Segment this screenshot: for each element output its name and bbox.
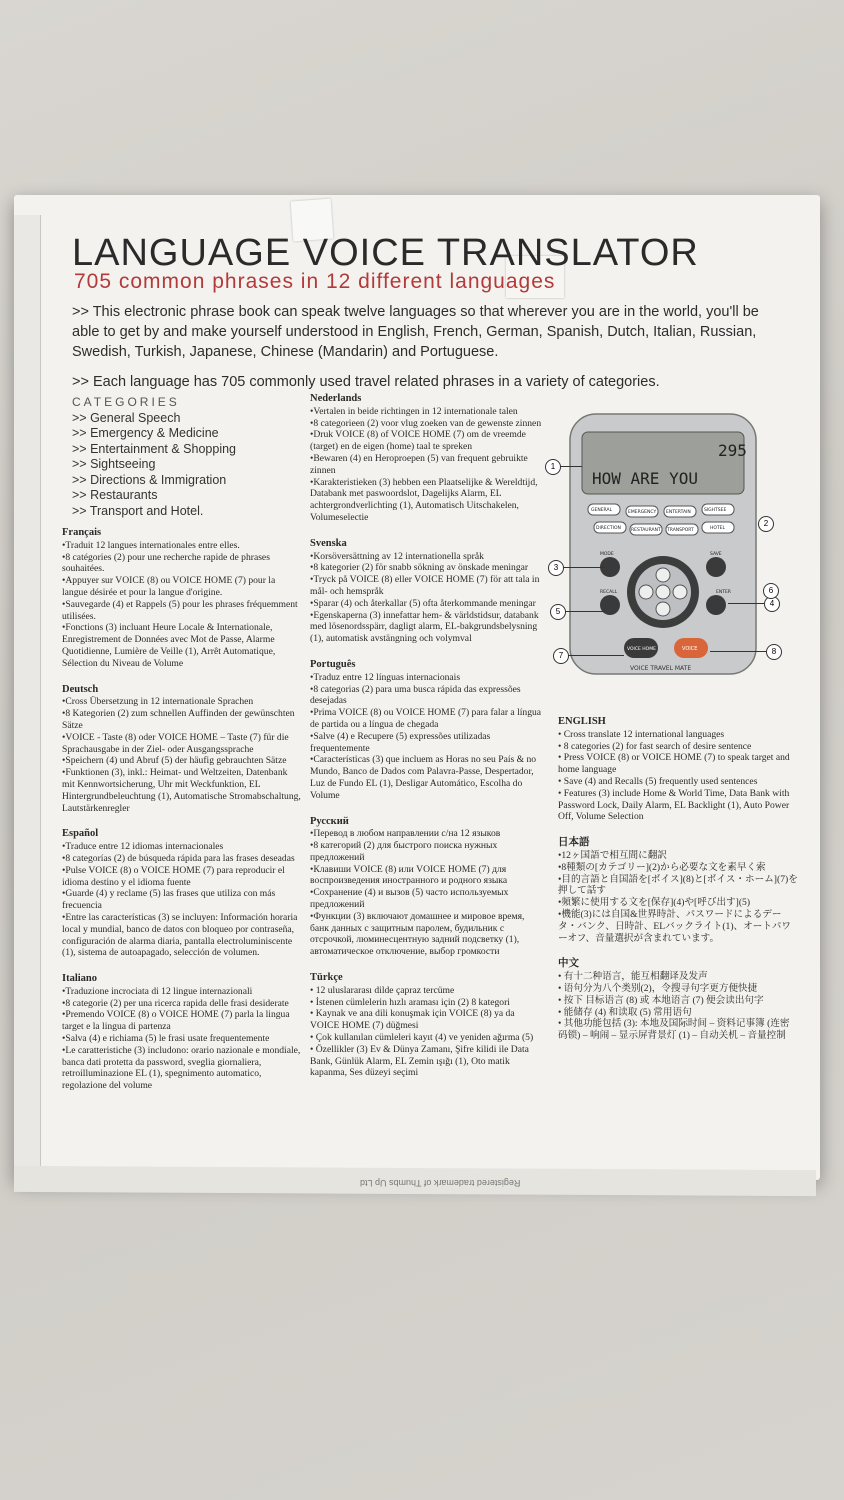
callout-1: 1 — [545, 459, 561, 475]
section-line: •Appuyer sur VOICE (8) ou VOICE HOME (7) pour la langue désirée et pour la langue d'origine. — [62, 575, 276, 598]
section-italiano — [62, 973, 302, 1092]
section-line: • Özellikler (3) Ev & Dünya Zamanı, Şifre kilidi ile Data Bank, Günlük Alarm, EL Zemin ışığı (1), Oto matik kapanma, Ses düzeyi seçimi — [310, 1043, 529, 1079]
section-heading: Русский — [310, 815, 349, 827]
section-line: •Sparar (4) och återkallar (5) ofta återkommande meningar — [310, 597, 536, 609]
section-japanese — [558, 837, 798, 944]
translator-device-illustration — [568, 412, 758, 677]
section-line: •Salve (4) e Recupere (5) expressões utilizadas frequentemente — [310, 730, 491, 754]
screen-phrase-text: HOW ARE YOU — [592, 469, 698, 488]
down-arrow-icon — [656, 602, 670, 616]
key-label: DIRECTION — [596, 526, 621, 531]
section-line: • 语句分为八个类别(2)，令搜寻句字更方便快捷 — [558, 982, 758, 994]
center-button — [656, 585, 670, 599]
voice-label: VOICE — [682, 646, 698, 652]
section-line: •Клавиши VOICE (8) или VOICE HOME (7) для воспроизведения иностранного и родного языка — [310, 863, 508, 887]
section-heading: Italiano — [62, 973, 98, 985]
section-line: •目的言語と自国語を[ボイス](8)と[ボイス・ホーム](7)を押して話す — [558, 873, 798, 897]
section-line: • 8 categories (2) for fast search of desire sentence — [558, 740, 752, 752]
section-line: • 其他功能包括 (3): 本地及国际时间 – 资料记事簿 (连密码锁) – 响闹 – 显示屏背景灯 (1) – 自动关机 – 音量控制 — [558, 1018, 790, 1042]
section-line: •Entre las características (3) se incluyen: Información horaria local y mundial, banco de datos con bloqueo por contraseña, configuración de alarma diaria, pantalla electroluminiscente (1), sistema de autoapagado, selección de volumen. — [62, 911, 298, 959]
enter-label: ENTER — [716, 590, 731, 595]
section-line: •Funktionen (3), inkl.: Heimat- und Weltzeiten, Datenbank mit Kennwortsicherung, Uhr mit Weckfunktion, EL Hintergrundbeleuchtung (1), Automatische Stromabschaltung, Lautstärkenregler — [62, 767, 301, 814]
section-line: •Cross Übersetzung in 12 internationale Sprachen — [62, 696, 254, 708]
column-middle — [310, 393, 542, 1093]
key-label: EMERGENCY — [628, 510, 657, 515]
section-espanol — [62, 828, 302, 959]
key-label: ENTERTAIN — [666, 510, 691, 515]
section-chinese — [558, 958, 798, 1042]
category-item: >> General Speech — [72, 410, 181, 425]
category-item: >> Restaurants — [72, 488, 158, 502]
key-label: TRANSPORT — [667, 528, 694, 533]
section-heading: Español — [62, 828, 99, 840]
section-francais — [62, 527, 302, 670]
section-line: •Функции (3) включают домашнее и мировое время, банк данных с защитным паролем, будильник с отсрочкой, люминесцентную задний подсветку (1), автоматическое отключение, выбор громкости — [310, 910, 525, 958]
section-line: •Traduzione incrociata di 12 lingue internazionali — [62, 985, 253, 997]
section-line: •8 categorie (2) per una ricerca rapida delle frasi desiderate — [62, 997, 289, 1009]
section-english — [558, 716, 798, 823]
section-svenska — [310, 538, 542, 645]
section-line: •8 Kategorien (2) zum schnellen Auffinden der gewünschten Sätze — [62, 708, 295, 731]
section-line: •頻繁に使用する文を[保存](4)や[呼び出す](5) — [558, 897, 751, 909]
category-item: >> Directions & Immigration — [72, 472, 227, 487]
section-portugues — [310, 659, 542, 802]
key-label: HOTEL — [710, 526, 726, 531]
section-line: •8 categorias (2) para uma busca rápida das expressões desejadas — [310, 683, 521, 707]
section-heading: Nederlands — [310, 393, 362, 404]
section-line: •Guarde (4) y reclame (5) las frases que utiliza con más frecuencia — [62, 888, 276, 912]
section-heading: 中文 — [558, 958, 579, 970]
section-line: •Salva (4) e richiama (5) le frasi usate frequentemente — [62, 1033, 270, 1045]
section-line: •Características (3) que incluem as Horas no seu País & no Mundo, Banco de Dados com Palavra-Passe, Despertador, Luz de Fundo EL (1), Desligar Automático, Escolha do Volume — [310, 754, 537, 801]
section-turkce — [310, 972, 542, 1079]
section-line: • 有十二种语言，能互相翻译及发声 — [558, 971, 708, 983]
section-line: • İstenen cümlelerin hızlı araması için (2) 8 kategori — [310, 996, 510, 1008]
callout-7: 7 — [553, 648, 569, 664]
save-button — [706, 557, 726, 577]
section-line: •Korsöversättning av 12 internationella språk — [310, 550, 484, 562]
section-line: •Traduit 12 langues internationales entre elles. — [62, 539, 240, 551]
mode-label: MODE — [600, 552, 614, 557]
section-line: •Sauvegarde (4) et Rappels (5) pour les phrases fréquemment utilisées. — [62, 598, 298, 622]
callout-line — [563, 567, 605, 568]
key-label: RESTAURANT — [631, 528, 661, 533]
callout-8: 8 — [766, 644, 782, 660]
section-nederlands — [310, 393, 542, 524]
section-line: • Save (4) and Recalls (5) frequently used sentences — [558, 775, 758, 787]
category-item: >> Sightseeing — [72, 457, 156, 471]
section-heading: Svenska — [310, 537, 347, 549]
intro-categories-line: >> Each language has 705 commonly used travel related phrases in a variety of categories. — [72, 374, 660, 390]
section-line: •Traduce entre 12 idiomas internacionales — [62, 841, 224, 853]
recall-label: RECALL — [600, 590, 618, 595]
section-line: •Speichern (4) und Abruf (5) der häufig gebrauchten Sätze — [62, 755, 287, 767]
section-line: •Pulse VOICE (8) o VOICE HOME (7) para reproducir el idioma destino y el idioma fuente — [62, 864, 285, 888]
section-line: •Перевод в любом направлении с/на 12 языков — [310, 828, 501, 840]
section-line: • 按下 目标语言 (8) 或 本地语言 (7) 便会读出句字 — [558, 994, 764, 1006]
key-label: GENERAL — [591, 508, 613, 513]
section-russian — [310, 816, 542, 959]
section-heading: Deutsch — [62, 683, 99, 695]
section-line: •8 kategorier (2) för snabb sökning av önskade meningar — [310, 562, 529, 574]
up-arrow-icon — [656, 568, 670, 582]
section-line: • Press VOICE (8) or VOICE HOME (7) to speak target and home language — [558, 752, 790, 776]
screen-top-text: 295 — [718, 441, 747, 460]
enter-button — [706, 595, 726, 615]
section-line: •Fonctions (3) incluant Heure Locale & Internationale, Enregistrement de Données avec Mot de Passe, Alarme Quotidienne, Lumière de Veille (1), Arrêt Automatique, Sélection du Niveau de Volume — [62, 622, 276, 669]
section-line: • 12 uluslararası dilde çapraz tercüme — [310, 984, 455, 996]
callout-4: 4 — [764, 596, 780, 612]
callout-line — [728, 603, 764, 604]
section-line: •Karakteristieken (3) hebben een Plaatselijke & Wereldtijd, Databank met paswoordslot, Dagelijks Alarm, EL achtergrondverlichting (1), Automatisch Uitschakelen, Volumeselectie — [310, 476, 538, 523]
section-line: • 能储存 (4) 和读取 (5) 常用语句 — [558, 1006, 692, 1018]
section-line: •8 categorieen (2) voor vlug zoeken van de gewenste zinnen — [310, 417, 542, 429]
section-line: •Druk VOICE (8) of VOICE HOME (7) om de vreemde (target) en de eigen (home) taal te spreken — [310, 429, 526, 453]
section-line: • Çok kullanılan cümleleri kayıt (4) ve yeniden ağırma (5) — [310, 1032, 534, 1044]
callout-line — [710, 651, 766, 652]
flap-trademark-text: Registered trademark of Thumbs Up Ltd — [360, 1178, 521, 1188]
categories-heading: CATEGORIES — [72, 395, 180, 409]
section-line: •8 catégories (2) pour une recherche rapide de phrases souhaitées. — [62, 551, 270, 575]
callout-5: 5 — [550, 604, 566, 620]
section-deutsch — [62, 684, 302, 815]
section-line: • Features (3) include Home & World Time, Data Bank with Password Lock, Daily Alarm, EL Backlight (1), Auto Power Off, Volume Selection — [558, 787, 790, 823]
section-line: •8種類の[カテゴリー](2)から必要な文を素早く索 — [558, 861, 766, 873]
section-line: •12ヶ国語で相互間に翻訳 — [558, 849, 667, 861]
categories-list — [72, 395, 236, 519]
section-heading: Français — [62, 527, 102, 538]
section-line: •Egenskaperna (3) innefattar hem- & världstidsur, databank med lösenordsspärr, dagligt alarm, EL-bakgrundsbelysning (1), automatisk avstängning och volymval — [310, 609, 539, 645]
section-line: •Le caratteristiche (3) includono: orario nazionale e mondiale, banca dati protetta da password, sveglia giornaliera, retroilluminazione EL (1), spegnimento automatico, regolazione del volume — [62, 1044, 301, 1092]
category-item: >> Entertainment & Shopping — [72, 441, 237, 456]
box-side-panel — [14, 215, 41, 1170]
section-line: •8 categorías (2) de búsqueda rápida para las frases deseadas — [62, 852, 295, 864]
callout-line — [560, 466, 582, 467]
section-line: • Kaynak ve ana dili konuşmak için VOICE (8) ya da VOICE HOME (7) düğmesi — [310, 1008, 515, 1032]
product-title: LANGUAGE VOICE TRANSLATOR — [72, 232, 699, 274]
recall-button — [600, 595, 620, 615]
section-line: • Cross translate 12 international languages — [558, 728, 725, 740]
section-heading: Português — [310, 658, 356, 670]
category-item: >> Transport and Hotel. — [72, 503, 204, 518]
save-label: SAVE — [710, 552, 722, 557]
device-brand: VOICE TRAVEL MATE — [630, 665, 692, 672]
intro-paragraph: >> This electronic phrase book can speak twelve languages so that wherever you are in the world, you'll be able to get by and make yourself understood in English, French, German, Spanish, Dutch, Italian, Russian, Swedish, Turkish, Japanese, Chinese (Mandarin) and Portuguese. — [72, 304, 759, 360]
callout-line — [568, 655, 624, 656]
callout-6: 6 — [763, 583, 779, 599]
callout-3: 3 — [548, 560, 564, 576]
section-line: •8 категорий (2) для быстрого поиска нужных предложений — [310, 840, 498, 863]
column-left — [62, 527, 302, 1106]
section-heading: ENGLISH — [558, 716, 606, 727]
category-item: >> Emergency & Medicine — [72, 426, 219, 440]
section-line: •VOICE - Taste (8) oder VOICE HOME – Taste (7) für die Sprachausgabe in der Ziel- oder Ausgangssprache — [62, 731, 289, 755]
section-heading: Türkçe — [310, 972, 343, 984]
section-line: •Bewaren (4) en Heroproepen (5) van frequent gebruikte zinnen — [310, 452, 528, 476]
section-line: •Prima VOICE (8) ou VOICE HOME (7) para falar a língua de partida ou a língua de chegada — [310, 707, 542, 730]
section-line: •Vertalen in beide richtingen in 12 internationale talen — [310, 405, 518, 417]
section-line: •機能(3)には自国&世界時計、パスワードによるデータ・バンク、日時計、ELバックライト(1)、オートパワーオフ、音量選択が含まれています。 — [558, 908, 791, 944]
key-label: SIGHTSEE — [704, 508, 727, 513]
section-line: •Traduz entre 12 línguas internacionais — [310, 671, 461, 683]
callout-line — [565, 611, 605, 612]
product-subtitle: 705 common phrases in 12 different languages — [74, 270, 556, 293]
section-line: •Tryck på VOICE (8) eller VOICE HOME (7) för att tala in mål- och hemspråk — [310, 574, 540, 597]
callout-2: 2 — [758, 516, 774, 532]
right-arrow-icon — [673, 585, 687, 599]
voice-home-label: VOICE HOME — [627, 647, 656, 652]
section-heading: 日本語 — [558, 837, 590, 849]
column-right — [558, 716, 798, 1056]
section-line: •Premendo VOICE (8) o VOICE HOME (7) parla la lingua target e la lingua di partenza — [62, 1009, 290, 1033]
section-line: •Сохранение (4) и вызов (5) часто используемых предложений — [310, 887, 509, 911]
left-arrow-icon — [639, 585, 653, 599]
